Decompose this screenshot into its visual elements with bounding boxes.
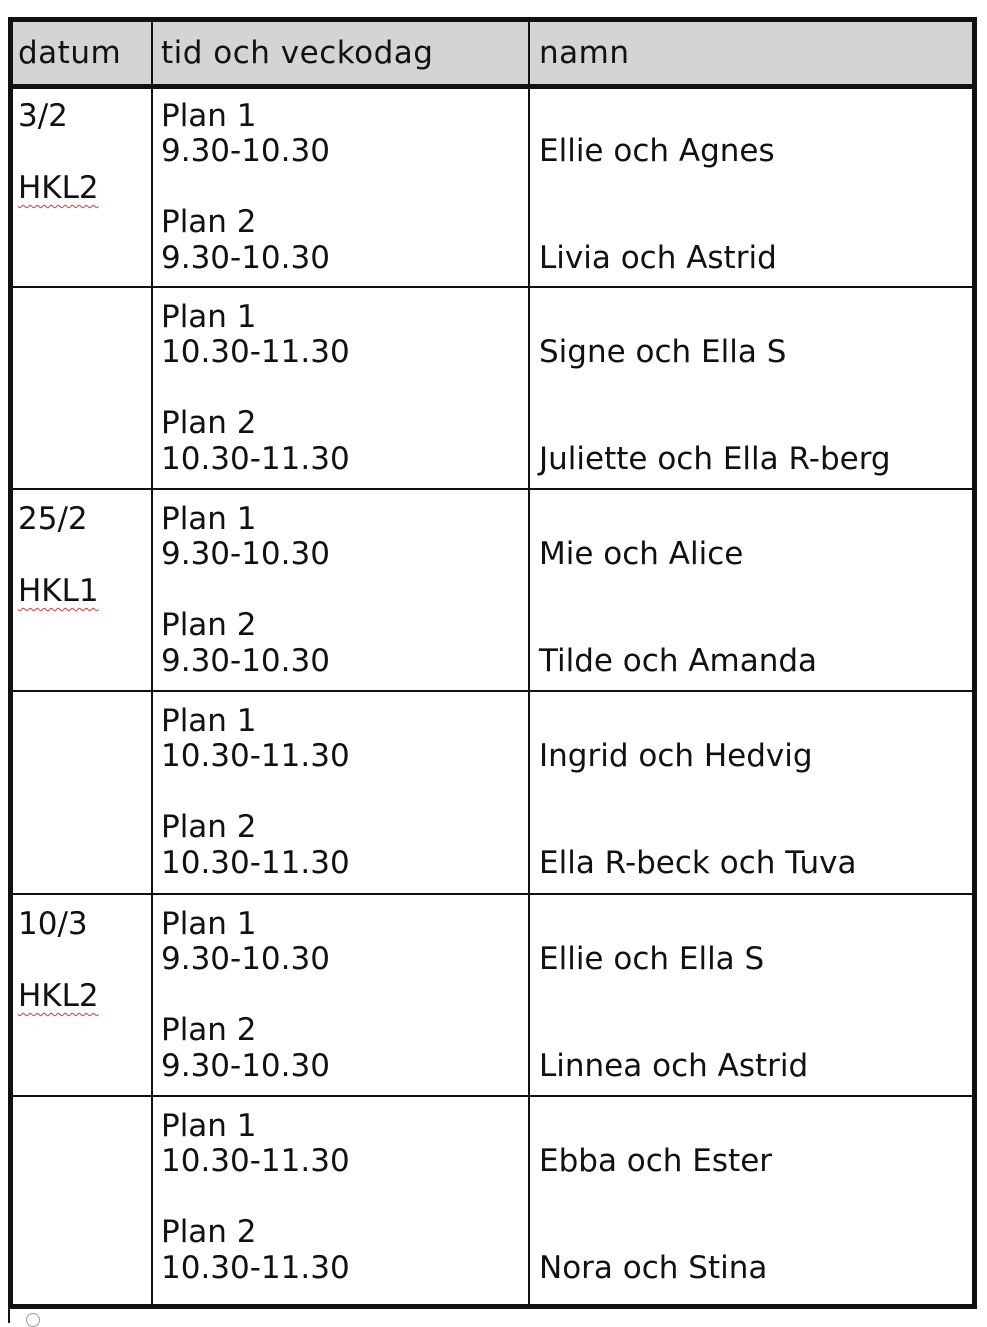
slot-names: Juliette och Ella R-berg <box>539 441 891 477</box>
slot-names: Tilde och Amanda <box>539 643 818 679</box>
slot-time: 9.30-10.30 <box>161 1048 330 1084</box>
slot-time: 9.30-10.30 <box>161 240 330 276</box>
row-group: HKL2 <box>18 978 99 1014</box>
row-date: 3/2 <box>18 98 68 134</box>
slot-time: 10.30-11.30 <box>161 334 350 370</box>
slot-plan: Plan 1 <box>161 501 257 537</box>
slot-plan: Plan 1 <box>161 1108 257 1144</box>
slot-time: 9.30-10.30 <box>161 643 330 679</box>
page-edge-mark <box>8 1299 10 1323</box>
slot-plan: Plan 2 <box>161 1214 257 1250</box>
slot-time: 10.30-11.30 <box>161 845 350 881</box>
row-divider <box>13 1095 972 1097</box>
schedule-table <box>8 17 977 1309</box>
slot-names: Ellie och Ella S <box>539 941 765 977</box>
row-date: 10/3 <box>18 906 88 942</box>
row-group: HKL2 <box>18 170 99 206</box>
slot-names: Nora och Stina <box>539 1250 768 1286</box>
slot-names: Ingrid och Hedvig <box>539 738 813 774</box>
slot-time: 9.30-10.30 <box>161 536 330 572</box>
slot-plan: Plan 1 <box>161 299 257 335</box>
row-divider <box>13 690 972 692</box>
slot-plan: Plan 2 <box>161 1012 257 1048</box>
row-date: 25/2 <box>18 501 88 537</box>
slot-plan: Plan 1 <box>161 906 257 942</box>
slot-time: 10.30-11.30 <box>161 1143 350 1179</box>
slot-names: Livia och Astrid <box>539 240 777 276</box>
slot-plan: Plan 2 <box>161 204 257 240</box>
slot-time: 10.30-11.30 <box>161 1250 350 1286</box>
slot-names: Signe och Ella S <box>539 334 787 370</box>
slot-plan: Plan 1 <box>161 98 257 134</box>
slot-plan: Plan 2 <box>161 809 257 845</box>
slot-names: Ellie och Agnes <box>539 133 775 169</box>
header-tid-och-veckodag: tid och veckodag <box>161 35 434 71</box>
slot-names: Mie och Alice <box>539 536 744 572</box>
header-namn: namn <box>539 35 630 71</box>
slot-names: Ella R-beck och Tuva <box>539 845 857 881</box>
row-divider <box>13 488 972 490</box>
slot-time: 9.30-10.30 <box>161 941 330 977</box>
slot-time: 10.30-11.30 <box>161 738 350 774</box>
header-datum: datum <box>18 35 122 71</box>
slot-plan: Plan 1 <box>161 703 257 739</box>
row-divider <box>13 893 972 895</box>
slot-names: Ebba och Ester <box>539 1143 773 1179</box>
slot-time: 9.30-10.30 <box>161 133 330 169</box>
column-divider <box>528 22 530 1304</box>
slot-time: 10.30-11.30 <box>161 441 350 477</box>
table-header-row <box>13 22 972 89</box>
row-group: HKL1 <box>18 573 99 609</box>
slot-plan: Plan 2 <box>161 405 257 441</box>
row-divider <box>13 286 972 288</box>
slot-names: Linnea och Astrid <box>539 1048 809 1084</box>
copyright-icon <box>26 1313 40 1327</box>
slot-plan: Plan 2 <box>161 607 257 643</box>
column-divider <box>151 22 153 1304</box>
